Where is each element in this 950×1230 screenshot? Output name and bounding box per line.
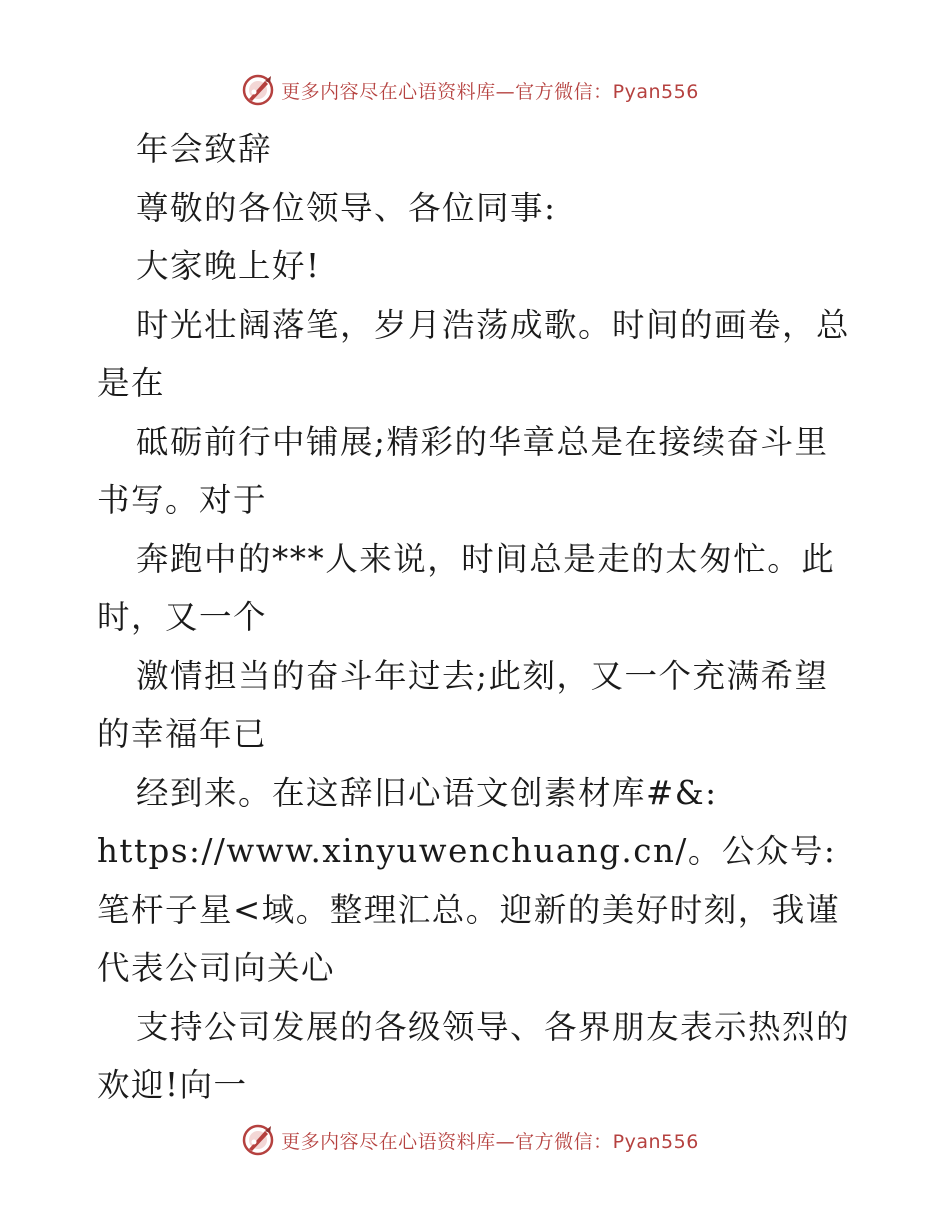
document-title: 年会致辞 [136,130,273,168]
document-paragraph: 支持公司发展的各级领导、各界朋友表示热烈的欢迎!向一 [97,1007,851,1104]
footer-banner-text: 更多内容尽在心语资料库—官方微信：Pyan556 [281,1130,699,1153]
footer-banner-content [241,1123,699,1157]
quill-logo-icon [241,73,275,107]
document-body [97,120,857,1115]
document-salutation: 尊敬的各位领导、各位同事: [136,188,557,227]
document-paragraph: 经到来。在这辞旧心语文创素材库#&: [136,773,718,812]
document-paragraph: 奔跑中的***人来说，时间总是走的太匆忙。此时，又一个 [97,539,836,636]
header-banner-content [241,73,699,107]
header-banner [0,70,950,110]
document-greeting: 大家晚上好! [136,247,321,285]
header-banner-text: 更多内容尽在心语资料库—官方微信：Pyan556 [281,80,699,103]
footer-banner [0,1120,950,1160]
document-paragraph: 激情担当的奋斗年过去;此刻，又一个充满希望的幸福年已 [97,656,829,753]
document-paragraph: https://www.xinyuwenchuang.cn/。公众号: 笔杆子星<域。整理汇总。迎新的美好时刻，我谨代表公司向关心 [97,832,840,987]
document-paragraph: 砥砺前行中铺展;精彩的华章总是在接续奋斗里书写。对于 [97,422,829,519]
document-paragraph: 时光壮阔落笔，岁月浩荡成歌。时间的画卷，总是在 [97,305,851,402]
quill-logo-icon [241,1123,275,1157]
